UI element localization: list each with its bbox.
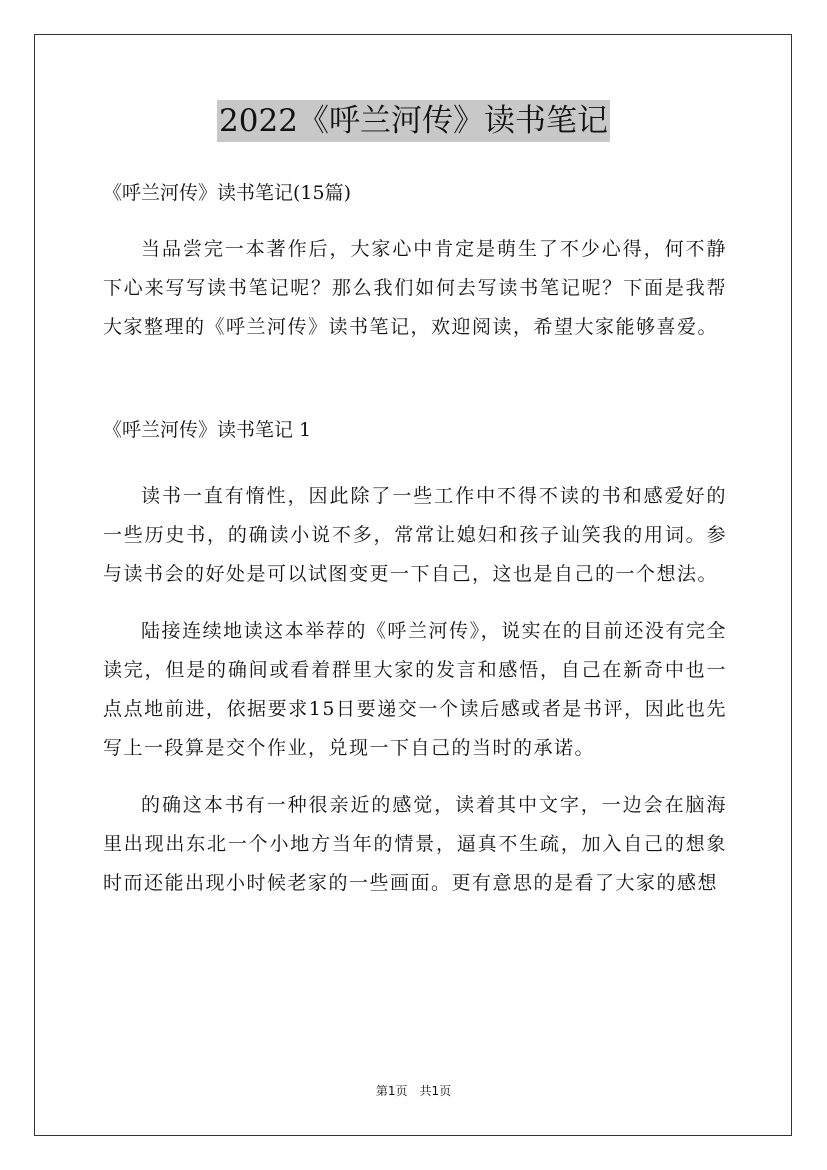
body-paragraph: 读书一直有惰性，因此除了一些工作中不得不读的书和感爱好的一些历史书，的确读小说不多，常常让媳妇和孩子讪笑我的用词。参与读书会的好处是可以试图变更一下自己，这也是自己的一个想法。 xyxy=(103,485,727,585)
document-subtitle: 《呼兰河传》读书笔记(15篇) xyxy=(103,182,352,204)
document-body xyxy=(103,178,727,903)
section-heading: 《呼兰河传》读书笔记 1 xyxy=(103,419,312,441)
page-footer: 第1页 共1页 xyxy=(375,1084,452,1098)
body-paragraph: 的确这本书有一种很亲近的感觉，读着其中文字，一边会在脑海里出现出东北一个小地方当年的情景，逼真不生疏，加入自己的想象时而还能出现小时候老家的一些画面。更有意思的是看了大家的感想 xyxy=(103,794,727,894)
title-container xyxy=(0,100,827,142)
body-paragraph: 陆接连续地读这本举荐的《呼兰河传》，说实在的目前还没有完全读完，但是的确间或看着群里大家的发言和感悟，自己在新奇中也一点点地前进，依据要求15日要递交一个读后感或者是书评，因此也先写上一段算是交个作业，兑现一下自己的当时的承诺。 xyxy=(103,620,727,759)
document-title: 2022《呼兰河传》读书笔记 xyxy=(217,100,610,142)
intro-paragraph: 当品尝完一本著作后，大家心中肯定是萌生了不少心得，何不静下心来写写读书笔记呢？那么我们如何去写读书笔记呢？下面是我帮大家整理的《呼兰河传》读书笔记，欢迎阅读，希望大家能够喜爱。 xyxy=(103,238,727,338)
